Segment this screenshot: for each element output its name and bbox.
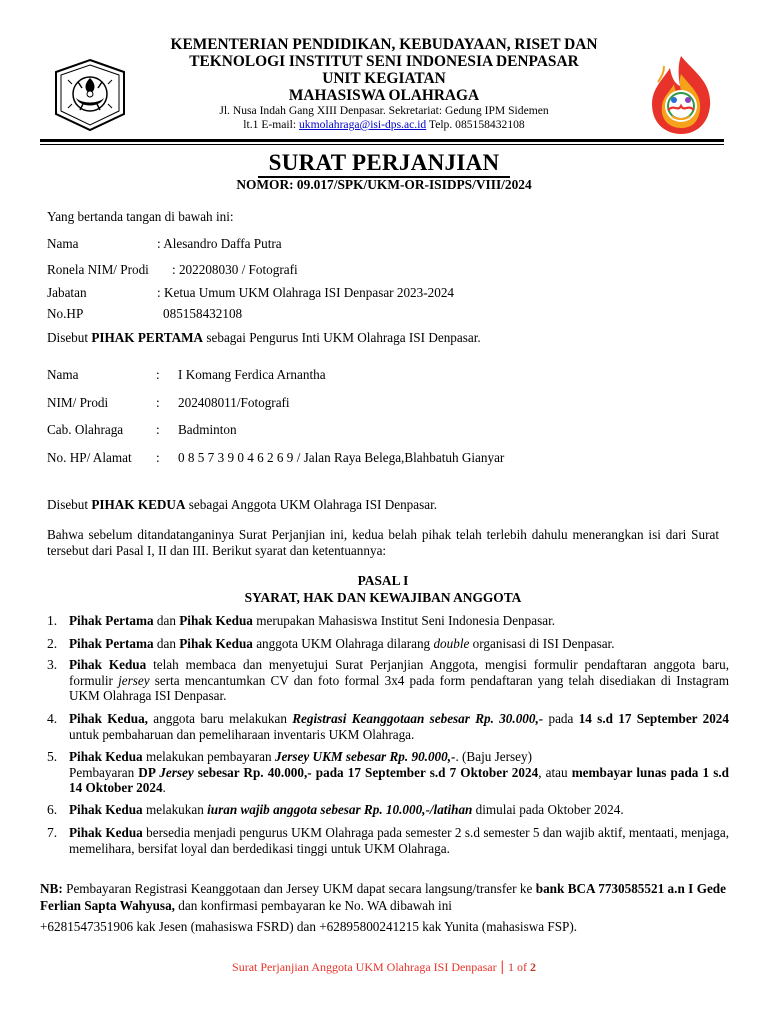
bold-term: Pihak Kedua <box>69 749 143 764</box>
pasal-number: PASAL I <box>357 573 409 588</box>
text-run: anggota UKM Olahraga dilarang <box>252 636 434 651</box>
text-run: dan <box>153 613 180 628</box>
letterhead-divider-thick <box>40 139 724 142</box>
italic-term: jersey <box>118 672 150 688</box>
party1-value-hp: 085158432108 <box>163 306 243 321</box>
pasal-heading: SYARAT, HAK DAN KEWAJIBAN ANGGOTA <box>244 590 522 605</box>
bold-term: membayar lunas pada 1 s.d 14 Oktober 2024 <box>69 764 729 795</box>
list-item <box>47 657 729 704</box>
text-run: Pembayaran <box>69 764 139 780</box>
text-run: . <box>162 780 166 795</box>
text-run: bersedia menjadi pengurus UKM Olahraga pada semester 2 s.d semester 5 dan wajib aktif, mentaati, menjaga, memelihara, bersifat loyal dan berdedikasi tinggi untuk UKM Olahraga. <box>69 825 729 856</box>
bank-account: bank BCA 7730585521 a.n I Gede Ferlian Sapta Wahyusa, <box>40 881 726 913</box>
party2-label-hp: No. HP/ Alamat <box>47 450 132 465</box>
designation-post: sebagai Pengurus Inti UKM Olahraga ISI Denpasar. <box>203 330 481 345</box>
party2-value-nim: 202408011/Fotografi <box>178 395 290 410</box>
footer-total: 2 <box>529 960 536 974</box>
designation-bold: PIHAK KEDUA <box>91 497 186 512</box>
text-run: untuk pembaharuan dan pemeliharaan inventaris UKM Olahraga. <box>69 726 415 742</box>
footer-separator: | <box>500 959 504 975</box>
ukm-olahraga-flame-icon <box>644 54 718 136</box>
bold-term: Pihak Pertama <box>69 636 154 651</box>
list-item-text <box>69 802 729 818</box>
list-item-number: 1. <box>47 613 58 628</box>
party2-value-cabang: Badminton <box>178 422 237 437</box>
designation-bold: PIHAK PERTAMA <box>91 330 204 345</box>
designation-post: sebagai Anggota UKM Olahraga ISI Denpasar. <box>185 497 438 512</box>
list-item-number: 6. <box>47 802 58 817</box>
nb-label: NB: <box>40 881 63 896</box>
text-run: Pembayaran Registrasi Keanggotaan dan Jersey UKM dapat secara langsung/transfer ke <box>62 881 536 896</box>
party2-colon-name: : <box>156 367 160 382</box>
italic-term: double <box>433 636 470 651</box>
bold-italic-term: iuran wajib anggota sebesar Rp. 10.000,-/latihan <box>207 802 473 817</box>
text-run: telah membaca dan menyetujui Surat Perjanjian Anggota, mengisi formulir pendaftaran anggota baru, formulir <box>69 657 729 688</box>
party1-designation <box>47 330 481 346</box>
designation-pre: Disebut <box>47 497 92 512</box>
footer-page: 1 <box>507 960 514 974</box>
bold-term: Pihak Kedua <box>69 657 147 672</box>
bold-term: Pihak Kedua <box>179 636 253 651</box>
footer-text: Surat Perjanjian Anggota UKM Olahraga ISI Denpasar <box>232 960 497 974</box>
party1-value-jabatan: : Ketua Umum UKM Olahraga ISI Denpasar 2023-2024 <box>157 285 455 300</box>
bold-term: DP <box>138 764 160 780</box>
letterhead-line-3: UNIT KEGIATAN <box>322 70 446 87</box>
text-run: pada <box>543 711 579 726</box>
party2-value-hp: 0 8 5 7 3 9 0 4 6 2 6 9 / Jalan Raya Belega,Blahbatuh Gianyar <box>178 450 505 465</box>
party2-colon-cabang: : <box>156 422 160 437</box>
party1-label-name: Nama <box>47 236 79 251</box>
party2-label-nim: NIM/ Prodi <box>47 395 109 410</box>
party2-colon-nim: : <box>156 395 160 410</box>
party1-value-name: : Alesandro Daffa Putra <box>157 236 282 251</box>
letterhead-address: Jl. Nusa Indah Gang XIII Denpasar. Sekretariat: Gedung IPM Sidemen <box>219 104 549 117</box>
document-title: SURAT PERJANJIAN <box>268 150 500 175</box>
party1-label-nim: Ronela NIM/ Prodi <box>47 262 149 277</box>
letterhead <box>140 36 628 132</box>
bold-term: sebesar Rp. 40.000,- pada 17 September s.d 7 Oktober 2024 <box>193 764 539 780</box>
text-run: melakukan pembayaran <box>142 749 275 764</box>
text-run: . (Baju Jersey) <box>455 749 532 764</box>
text-run: dan konfirmasi pembayaran ke No. WA dibawah ini <box>174 898 452 913</box>
text-run: melakukan <box>142 802 208 817</box>
list-item <box>47 613 729 629</box>
bold-term: Pihak Pertama <box>69 613 154 628</box>
party2-label-name: Nama <box>47 367 79 382</box>
isi-denpasar-seal-icon <box>50 58 130 132</box>
email-link[interactable]: ukmolahraga@isi-dps.ac.id <box>299 118 427 131</box>
party2-designation <box>47 497 437 513</box>
party1-value-nim: : 202208030 / Fotografi <box>172 262 298 277</box>
bold-term: Pihak Kedua <box>69 825 143 840</box>
letterhead-line-2: TEKNOLOGI INSTITUT SENI INDONESIA DENPASAR <box>189 53 579 70</box>
text-run: merupakan Mahasiswa Institut Seni Indonesia Denpasar. <box>252 613 556 628</box>
nb-contacts: +6281547351906 kak Jesen (mahasiswa FSRD) dan +62895800241215 kak Yunita (mahasiswa FSP). <box>40 919 578 934</box>
party2-value-name: I Komang Ferdica Arnantha <box>178 367 326 382</box>
text-run: , atau <box>538 764 572 780</box>
contact-suffix: Telp. 085158432108 <box>426 118 525 131</box>
document-number: NOMOR: 09.017/SPK/UKM-OR-ISIDPS/VIII/2024 <box>236 177 532 192</box>
party2-colon-hp: : <box>156 450 160 465</box>
text-run: dimulai pada Oktober 2024. <box>472 802 624 817</box>
intro-text: Yang bertanda tangan di bawah ini: <box>47 209 234 224</box>
list-item-text <box>69 749 729 796</box>
list-item-number: 3. <box>47 657 58 672</box>
list-item <box>47 749 729 796</box>
party2-label-cabang: Cab. Olahraga <box>47 422 124 437</box>
list-item <box>47 711 729 742</box>
contact-prefix: lt.1 E-mail: <box>243 118 299 131</box>
letterhead-line-4: MAHASISWA OLAHRAGA <box>288 87 480 104</box>
text-run: anggota baru melakukan <box>147 711 293 726</box>
footer-of: of <box>513 960 530 974</box>
list-item-text <box>69 636 729 652</box>
text-run: serta mencantumkan CV dan foto formal 3x4 pada form pendaftaran yang telah disediakan di Instagram UKM Olahraga ISI Denpasar. <box>69 672 729 703</box>
bold-term: Pihak Kedua <box>179 613 253 628</box>
page-footer <box>0 959 768 976</box>
bold-term: Pihak Kedua <box>69 802 143 817</box>
list-item-number: 2. <box>47 636 58 651</box>
preamble-paragraph: Bahwa sebelum ditandatanganinya Surat Perjanjian ini, kedua belah pihak telah terlebih dahulu menerangkan isi dari Surat tersebut dari Pasal I, II dan III. Berikut syarat dan ketentuannya: <box>47 527 719 558</box>
list-item-number: 7. <box>47 825 58 840</box>
list-item-number: 5. <box>47 749 58 764</box>
bold-italic-term: Jersey UKM sebesar Rp. 90.000,- <box>274 749 456 764</box>
bold-italic-term: Registrasi Keanggotaan sebesar Rp. 30.000,- <box>292 711 544 726</box>
letterhead-divider-thin <box>40 144 724 145</box>
designation-pre: Disebut <box>47 330 92 345</box>
list-item-text <box>69 825 729 856</box>
bold-term: 14 s.d 17 September 2024 <box>578 711 729 726</box>
list-item-text <box>69 711 729 742</box>
list-item <box>47 636 729 652</box>
letterhead-line-1: KEMENTERIAN PENDIDIKAN, KEBUDAYAAN, RISET DAN <box>170 36 598 53</box>
list-item <box>47 802 729 818</box>
text-run: organisasi di ISI Denpasar. <box>469 636 615 651</box>
list-item-text <box>69 657 729 704</box>
party1-label-jabatan: Jabatan <box>47 285 87 300</box>
bold-term: Pihak Kedua, <box>69 711 148 726</box>
list-item-text <box>69 613 729 629</box>
text-run: dan <box>153 636 180 651</box>
list-item-number: 4. <box>47 711 58 726</box>
party1-label-hp: No.HP <box>47 306 84 321</box>
list-item <box>47 825 729 856</box>
letterhead-contact <box>140 118 628 132</box>
bold-italic-term: Jersey <box>159 764 194 780</box>
nb-note <box>40 880 726 914</box>
